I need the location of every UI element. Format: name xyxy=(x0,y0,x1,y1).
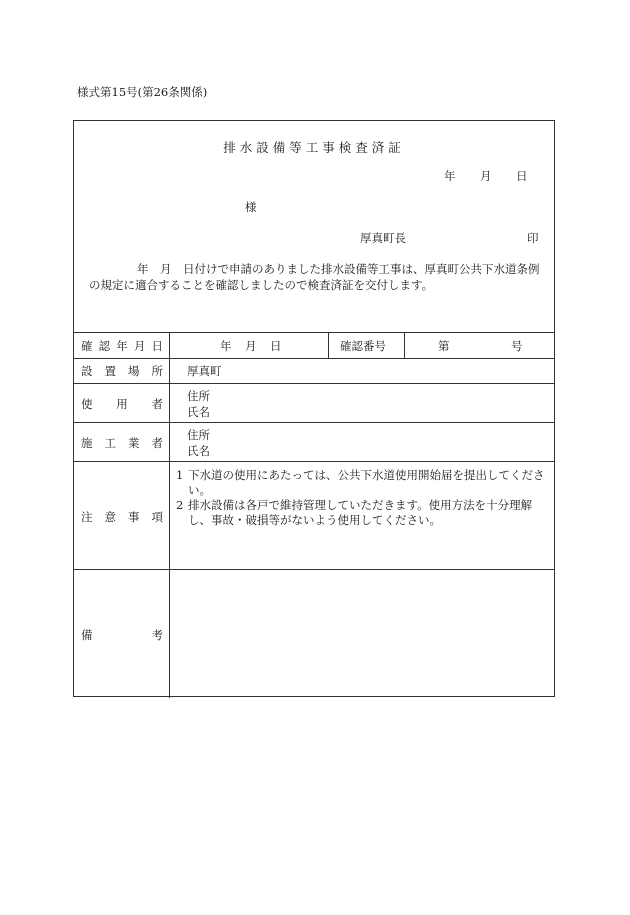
remarks-label-char: 備 xyxy=(81,628,93,642)
contractor-label-char: 者 xyxy=(151,436,163,450)
notes-label-char: 項 xyxy=(151,510,163,524)
location-label-char: 所 xyxy=(151,364,163,378)
note-text: 排水設備は各戸で維持管理していただきます。使用方法を十分理解し、事故・破損等がないよう使用してください。 xyxy=(188,498,533,527)
note-number: 1 xyxy=(176,468,184,482)
confirm-number-label-rule-right xyxy=(404,332,405,358)
addressee-suffix: 様 xyxy=(245,200,257,214)
confirm-number-prefix: 第 xyxy=(438,339,450,353)
remarks-label-char: 考 xyxy=(151,628,163,642)
row-rule-4 xyxy=(74,461,554,462)
row-rule-1 xyxy=(74,358,554,359)
user-label-char: 用 xyxy=(116,397,128,411)
certificate-frame xyxy=(73,120,555,697)
contractor-label xyxy=(81,435,163,451)
row-rule-3 xyxy=(74,422,554,423)
confirm-number-label-rule-left xyxy=(328,332,329,358)
confirm-number-label: 確認番号 xyxy=(340,339,386,353)
certificate-title-text: 排水設備等工事検査済証 xyxy=(223,140,405,155)
notes-label-char: 注 xyxy=(81,510,93,524)
issue-date-year: 年 xyxy=(444,169,456,183)
location-label-char: 置 xyxy=(104,364,116,378)
notes-label-char: 事 xyxy=(128,510,140,524)
location-label xyxy=(81,363,163,379)
row-rule-2 xyxy=(74,383,554,384)
location-value: 厚真町 xyxy=(187,364,222,378)
confirm-date-label-char: 月 xyxy=(133,339,146,353)
contractor-name-label: 氏名 xyxy=(187,444,210,458)
seal-mark: 印 xyxy=(527,231,539,245)
label-column-rule xyxy=(169,332,170,698)
notes-list xyxy=(176,468,550,528)
certificate-body xyxy=(89,261,541,293)
issue-date-month: 月 xyxy=(480,169,492,183)
certificate-body-text: 年 月 日付けで申請のありました排水設備等工事は、厚真町公共下水道条例の規定に適合することを確認しましたので検査済証を交付します。 xyxy=(89,262,540,292)
notes-label-char: 意 xyxy=(104,510,116,524)
note-item xyxy=(176,468,550,498)
contractor-address-label: 住所 xyxy=(187,428,210,442)
row-rule-5 xyxy=(74,569,554,570)
confirm-date-label-char: 年 xyxy=(116,339,128,353)
confirm-date-label-char: 認 xyxy=(98,339,111,353)
confirm-number-suffix: 号 xyxy=(511,339,523,353)
confirm-date-day: 日 xyxy=(270,339,282,353)
confirm-date-label-char: 確 xyxy=(81,339,93,353)
note-text: 下水道の使用にあたっては、公共下水道使用開始届を提出してください。 xyxy=(188,468,545,497)
user-label-char: 者 xyxy=(151,397,163,411)
form-number-label: 様式第15号(第26条関係) xyxy=(77,85,208,99)
confirm-date-label-char: 日 xyxy=(151,339,163,353)
issue-date-day: 日 xyxy=(516,169,528,183)
user-name-label: 氏名 xyxy=(187,405,210,419)
user-address-label: 住所 xyxy=(187,389,210,403)
confirm-date-month: 月 xyxy=(245,339,257,353)
notes-label xyxy=(81,509,163,525)
note-number: 2 xyxy=(176,498,184,512)
table-top-rule xyxy=(74,332,554,333)
contractor-label-char: 工 xyxy=(104,436,116,450)
note-item xyxy=(176,498,550,528)
user-label xyxy=(81,396,163,412)
contractor-label-char: 施 xyxy=(81,436,93,450)
contractor-label-char: 業 xyxy=(128,436,140,450)
confirm-date-year: 年 xyxy=(220,339,232,353)
remarks-label xyxy=(81,627,163,643)
location-label-char: 設 xyxy=(81,364,93,378)
certificate-title xyxy=(74,138,554,156)
location-label-char: 場 xyxy=(128,364,140,378)
confirm-date-label xyxy=(81,338,163,354)
issuer-name: 厚真町長 xyxy=(360,231,406,245)
user-label-char: 使 xyxy=(81,397,93,411)
